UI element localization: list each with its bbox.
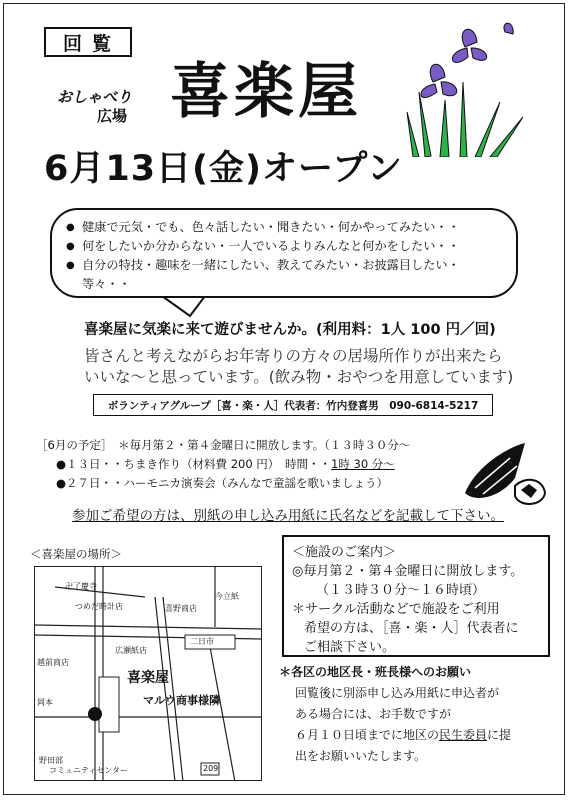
map-route-number: 209 [203,764,219,773]
description-line: いいな〜と思っています。(飲み物・おやつを用意しています) [84,368,514,386]
notice-line: ある場合には、お手数ですが [295,707,452,721]
bubble-item: ● 自分の特技・趣味を一緒にしたい、教えてみたい・お披露目したい・ [66,256,506,275]
schedule-header: ［6月の予定］ ＊毎月第２・第４金曜日に開放します。（１３時３０分〜 [36,438,411,452]
facility-line: ◎毎月第２・第４金曜日に開放します。 [292,564,524,579]
kairan-box: 回覧 [44,27,132,57]
map-place-maruu: マルウ商事様隣 [143,694,220,707]
schedule-item-1 [36,455,410,474]
map-place: 喜野商店 [165,604,197,613]
facility-info [282,535,550,657]
facility-line: ＊サークル活動などで施設をご利用 [292,602,500,617]
schedule-item-2: ●２７日・・ハーモニカ演奏会（みんなで童謡を歌いましょう） [56,476,389,490]
bubble-item: ● 健康で元気・でも、色々話したい・聞きたい・何かやってみたい・・ [66,218,506,237]
location-map [34,566,262,781]
map-place: 二日市 [190,637,214,646]
map-place: 卍了慶寺 [65,582,97,591]
notice-text: までに地区の [367,728,440,742]
apply-note: 参加ご希望の方は、別紙の申し込み用紙に氏名などを記載して下さい。 [72,508,504,524]
volunteer-contact: ボランティアグループ［喜・楽・人］代表者：竹内登喜男 090-6814-5217 [93,394,493,416]
speech-bubble [50,208,518,298]
map-place: コミュニティセンター [49,766,128,775]
map-place-kirakuya: 喜楽屋 [127,670,169,686]
notice-line: 出をお願いいたします。 [295,749,427,763]
notice-date: ６月１０日頃 [295,728,368,742]
schedule-item-text: ●１３日・・ちまき作り（材料費 200 円） 時間・・ [56,457,332,471]
notice-text: に提 [487,728,512,742]
notice-line: 回覧後に別添申し込み用紙に申込者が [295,686,500,700]
map-place: 広瀬紙店 [115,646,147,655]
facility-line: （１３時３０分〜１６時頃） [316,583,486,598]
description [84,346,534,388]
schedule-item-time: 1時 30 分〜 [331,457,395,471]
schedule [36,436,410,493]
facility-title: ＜施設のご案内＞ [292,545,397,560]
district-notice [279,662,549,767]
notice-minsei: 民生委員 [439,728,488,742]
notice-line [279,725,549,746]
subtitle-line1: おしゃべり [57,88,133,106]
map-place: 今立紙 [215,592,239,601]
map-place: 岡本 [37,698,53,707]
notice-heading: ＊各区の地区長・班長様へのお願い [279,665,472,679]
bubble-item-text: 等々・・ [82,277,131,291]
facility-line: ご相談下さい。 [304,640,396,655]
chimaki-illustration [455,438,550,510]
page-title: 喜楽屋 [170,57,362,127]
opening-date: 6月13日(金)オープン [44,149,403,189]
bubble-item-cont [66,275,506,294]
bubble-item: ● 何をしたいか分からない・一人でいるよりみんなと何かをしたい・・ [66,237,506,256]
invite-text: 喜楽屋に気楽に来て遊びませんか。(利用料：1人 100 円／回) [84,322,496,338]
map-place: 越前商店 [37,658,69,667]
subtitle-line2: 広場 [97,107,128,125]
iris-flower-illustration [405,22,530,157]
map-place: つめだ時計店 [75,602,123,611]
map-place: 野田部 [39,756,63,765]
description-line: 皆さんと考えながらお年寄りの方々の居場所作りが出来たら [84,347,503,365]
facility-line: 希望の方は、［喜・楽・人］代表者に [304,621,519,636]
map-label: ＜喜楽屋の場所＞ [30,547,122,561]
